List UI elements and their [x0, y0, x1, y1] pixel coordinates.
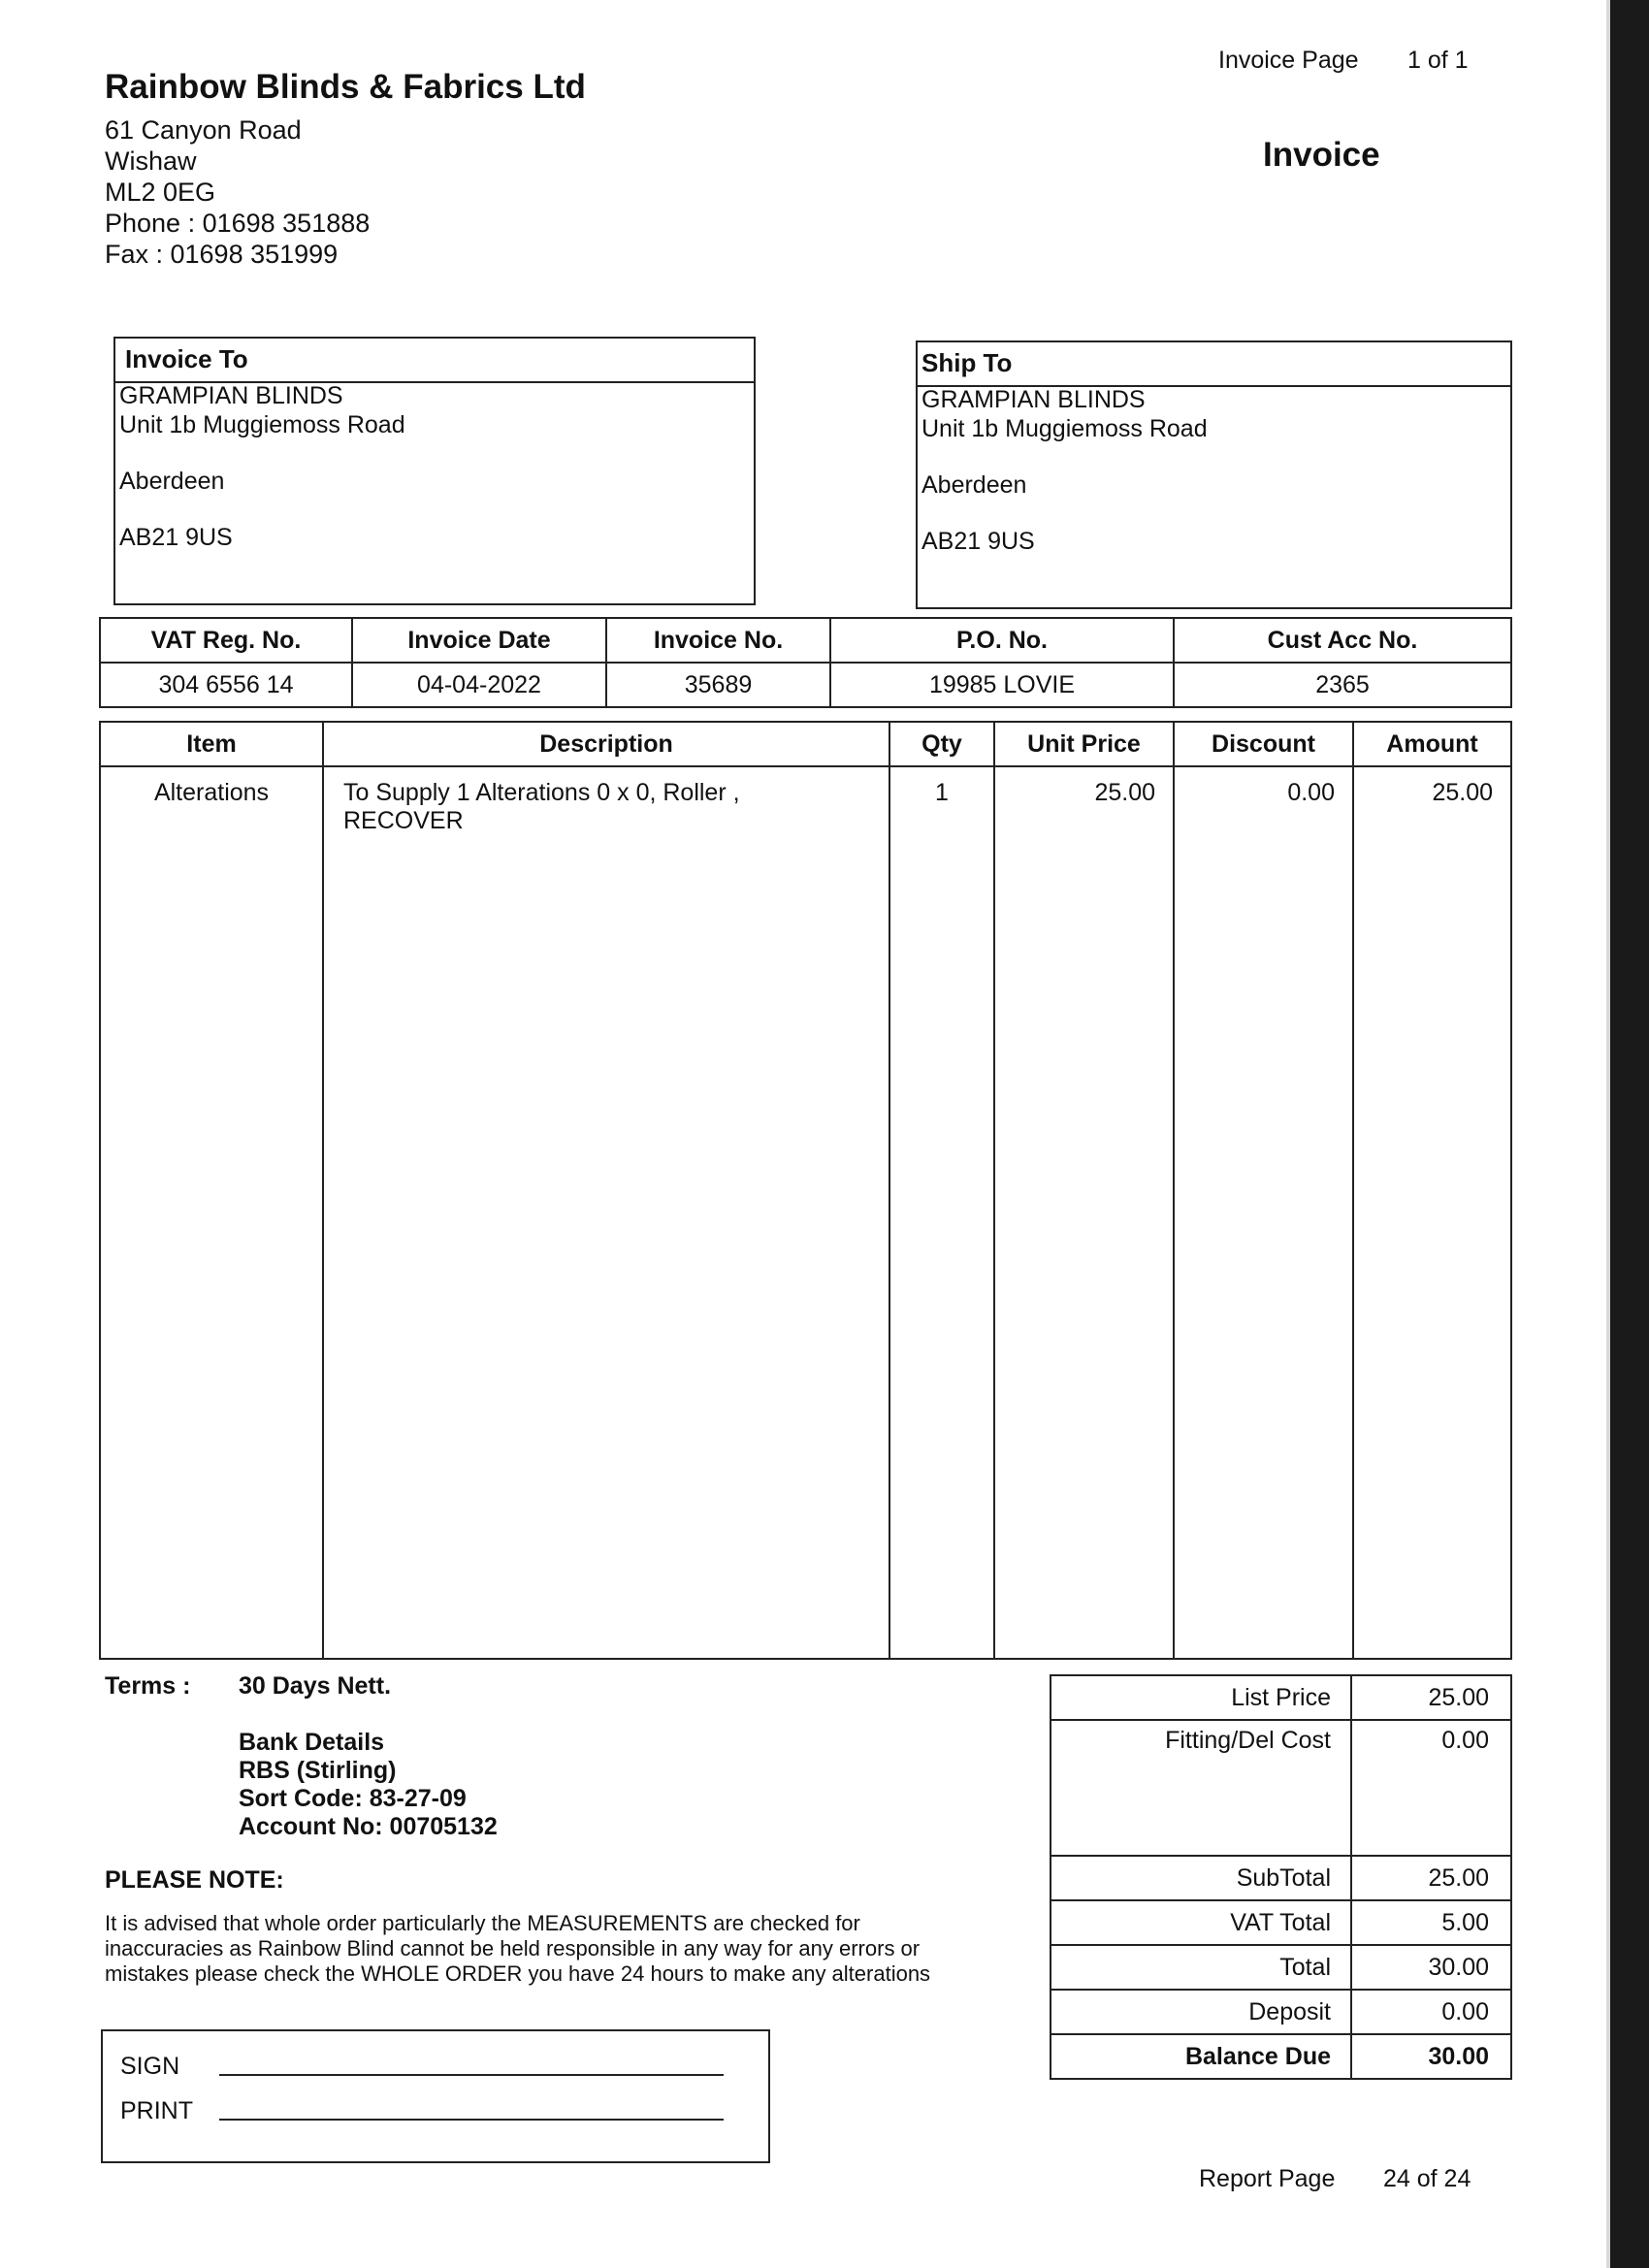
invoice-to-line: Unit 1b Muggiemoss Road — [119, 411, 405, 438]
list-price-value: 25.00 — [1351, 1675, 1511, 1720]
fitting-cost-value: 0.00 — [1351, 1720, 1511, 1856]
scan-edge — [1610, 0, 1649, 2268]
print-label: PRINT — [120, 2097, 193, 2124]
list-price-label: List Price — [1051, 1675, 1351, 1720]
qty-cell: 1 — [889, 766, 994, 1659]
table-row — [100, 766, 1511, 1659]
invoice-number-value: 35689 — [606, 663, 830, 707]
total-value: 30.00 — [1351, 1945, 1511, 1990]
report-page-value: 24 of 24 — [1383, 2165, 1471, 2192]
document-title: Invoice — [1263, 136, 1380, 174]
item-header: Item — [100, 722, 323, 766]
bank-details-heading: Bank Details — [239, 1729, 385, 1756]
deposit-label: Deposit — [1051, 1990, 1351, 2034]
please-note-heading: PLEASE NOTE: — [105, 1866, 284, 1894]
ship-to-line: GRAMPIAN BLINDS — [922, 386, 1146, 413]
unit-price-cell: 25.00 — [994, 766, 1174, 1659]
description-cell — [323, 766, 889, 1659]
company-address-line: Wishaw — [105, 146, 197, 176]
company-address-line: ML2 0EG — [105, 178, 216, 207]
please-note-text — [105, 1911, 997, 1987]
invoice-to-box — [113, 337, 756, 605]
po-number-value: 19985 LOVIE — [830, 663, 1174, 707]
account-number: Account No: 00705132 — [239, 1813, 498, 1840]
report-page-label: Report Page — [1199, 2165, 1336, 2192]
invoice-to-line: Aberdeen — [119, 468, 225, 495]
balance-due-label: Balance Due — [1051, 2034, 1351, 2079]
signature-box — [101, 2029, 770, 2163]
invoice-details-table — [99, 617, 1512, 708]
ship-to-box — [916, 340, 1512, 609]
fitting-cost-label: Fitting/Del Cost — [1051, 1720, 1351, 1856]
page-value: 1 of 1 — [1407, 47, 1469, 74]
company-fax: Fax : 01698 351999 — [105, 240, 339, 269]
cust-acc-value: 2365 — [1174, 663, 1511, 707]
note-line: It is advised that whole order particularly the MEASUREMENTS are checked for — [105, 1911, 860, 1935]
deposit-value: 0.00 — [1351, 1990, 1511, 2034]
item-cell: Alterations — [100, 766, 323, 1659]
discount-header: Discount — [1174, 722, 1353, 766]
invoice-date-header: Invoice Date — [352, 618, 606, 663]
description-line: To Supply 1 Alterations 0 x 0, Roller , — [343, 779, 740, 806]
vat-reg-value: 304 6556 14 — [100, 663, 352, 707]
ship-to-line: Aberdeen — [922, 471, 1027, 499]
cust-acc-header: Cust Acc No. — [1174, 618, 1511, 663]
vat-reg-header: VAT Reg. No. — [100, 618, 352, 663]
balance-due-value: 30.00 — [1351, 2034, 1511, 2079]
subtotal-label: SubTotal — [1051, 1856, 1351, 1900]
amount-cell: 25.00 — [1353, 766, 1511, 1659]
subtotal-value: 25.00 — [1351, 1856, 1511, 1900]
terms-value: 30 Days Nett. — [239, 1672, 392, 1700]
bank-name: RBS (Stirling) — [239, 1757, 397, 1784]
invoice-to-line: AB21 9US — [119, 524, 233, 551]
invoice-to-heading: Invoice To — [115, 339, 754, 383]
invoice-date-value: 04-04-2022 — [352, 663, 606, 707]
description-header: Description — [323, 722, 889, 766]
unit-price-header: Unit Price — [994, 722, 1174, 766]
ship-to-line: AB21 9US — [922, 528, 1035, 555]
company-name: Rainbow Blinds & Fabrics Ltd — [105, 68, 586, 106]
invoice-number-header: Invoice No. — [606, 618, 830, 663]
line-items-table — [99, 721, 1512, 1660]
note-line: mistakes please check the WHOLE ORDER you have 24 hours to make any alterations — [105, 1961, 931, 1986]
ship-to-heading: Ship To — [918, 342, 1510, 387]
ship-to-line: Unit 1b Muggiemoss Road — [922, 415, 1208, 442]
company-address-line: 61 Canyon Road — [105, 115, 302, 145]
discount-cell: 0.00 — [1174, 766, 1353, 1659]
note-line: inaccuracies as Rainbow Blind cannot be held responsible in any way for any errors or — [105, 1936, 921, 1960]
sort-code: Sort Code: 83-27-09 — [239, 1785, 467, 1812]
description-line: RECOVER — [343, 807, 464, 834]
print-line — [219, 2119, 724, 2121]
company-phone: Phone : 01698 351888 — [105, 209, 371, 238]
amount-header: Amount — [1353, 722, 1511, 766]
invoice-to-line: GRAMPIAN BLINDS — [119, 382, 343, 409]
vat-total-value: 5.00 — [1351, 1900, 1511, 1945]
po-number-header: P.O. No. — [830, 618, 1174, 663]
terms-label: Terms : — [105, 1672, 191, 1700]
total-label: Total — [1051, 1945, 1351, 1990]
page-label: Invoice Page — [1218, 47, 1359, 74]
qty-header: Qty — [889, 722, 994, 766]
vat-total-label: VAT Total — [1051, 1900, 1351, 1945]
sign-line — [219, 2074, 724, 2076]
totals-table — [1050, 1674, 1512, 2080]
sign-label: SIGN — [120, 2053, 180, 2080]
